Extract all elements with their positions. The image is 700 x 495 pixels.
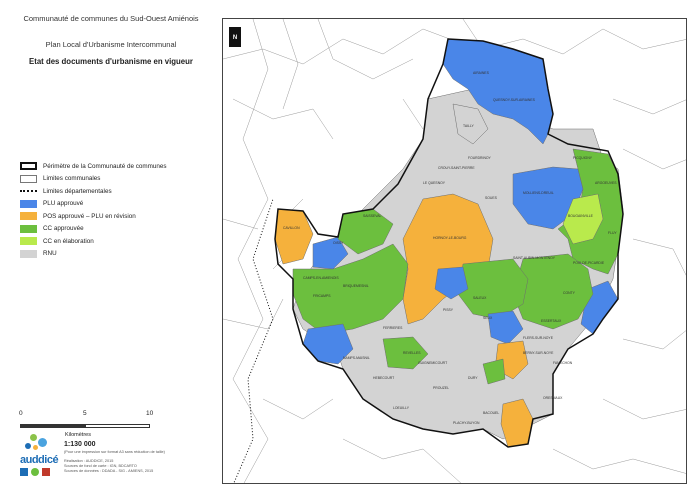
- map-label: BRIQUEMESNIL: [343, 284, 369, 288]
- legend-swatch-cc-elaboration: [20, 237, 37, 245]
- map-label: HEBECOURT: [373, 376, 395, 380]
- plan-title: Plan Local d'Urbanisme Intercommunal: [45, 40, 177, 49]
- map-label: GUIGNEMICOURT: [418, 361, 448, 365]
- left-panel: [0, 0, 222, 495]
- legend-item-perimeter: [20, 160, 220, 172]
- credits: [64, 459, 174, 474]
- map-label: ARGOEUVES: [595, 181, 617, 185]
- north-label: N: [232, 35, 238, 41]
- map-label: OISSY: [333, 241, 344, 245]
- org-title: Communauté de communes du Sud-Ouest Amiénois: [23, 14, 199, 23]
- credit-line: Sources de fond de carte : IGN, BDCARTO: [64, 464, 137, 468]
- map-label: ORESMAUX: [543, 396, 563, 400]
- legend-item-cc-elaboration: [20, 235, 220, 247]
- legend-label: POS approuvé – PLU en révision: [43, 212, 136, 220]
- map-label: FOURDRINOY: [468, 156, 491, 160]
- map-label: CONTY: [563, 291, 575, 295]
- legend-item-plu: [20, 198, 220, 210]
- map-label: FERRIERES: [383, 326, 403, 330]
- map-label: CAMPS-EN-AMIENOIS: [303, 276, 339, 280]
- map-label: TAILLY: [463, 124, 474, 128]
- map-label: LE QUESNOY: [423, 181, 446, 185]
- legend-swatch-departmental-limits: [20, 190, 37, 192]
- legend-swatch-pos: [20, 212, 37, 220]
- map-label: HORNOY-LE-BOURG: [433, 236, 467, 240]
- map-label: AIRAINES: [473, 71, 489, 75]
- map-label: BOUGAINVILLE: [568, 214, 593, 218]
- legend-label: CC approuvée: [43, 225, 84, 232]
- legend-swatch-cc: [20, 225, 37, 233]
- map-label: MOLLIENS-DREUIL: [523, 191, 554, 195]
- legend-swatch-perimeter: [20, 162, 37, 170]
- partner-logo-3: [42, 468, 50, 476]
- scale-unit: Kilomètres: [65, 432, 91, 438]
- legend-label: Limites départementales: [43, 187, 112, 195]
- credit-line: Sources de données : DDADA - SIG - AMIENS, 2015: [64, 469, 154, 473]
- scale-tick: 0: [19, 410, 23, 417]
- legend: [20, 160, 220, 260]
- partner-logo-1: [20, 468, 28, 476]
- map-label: DURY: [468, 376, 478, 380]
- map-label: CAVILLON: [283, 226, 300, 230]
- scale-tick: 10: [146, 410, 154, 417]
- map-subject-title: Etat des documents d'urbanisme en vigueur: [29, 57, 193, 66]
- scale-bar-graphic: [20, 424, 150, 428]
- map-label: ESSERTAUX: [541, 319, 562, 323]
- map-label: PICQUIGNY: [573, 156, 593, 160]
- partner-logo-2: [31, 468, 39, 476]
- legend-item-rnu: [20, 248, 220, 260]
- legend-swatch-rnu: [20, 250, 37, 258]
- map-label: LOEUILLY: [393, 406, 409, 410]
- scale-ratio: 1:130 000: [64, 441, 96, 448]
- legend-label: CC en élaboration: [43, 237, 94, 245]
- map-label: CROUY-SAINT-PIERRE: [438, 166, 475, 170]
- legend-swatch-plu: [20, 200, 37, 208]
- map-label: FRICAMPS: [313, 294, 331, 298]
- legend-label: Limites communales: [43, 175, 101, 182]
- map-label: FAMECHON: [553, 361, 573, 365]
- map-label: SAISSEVAL: [363, 214, 382, 218]
- legend-item-communal-limits: [20, 173, 220, 185]
- map-label: PLACHY-BUYON: [453, 421, 480, 425]
- scale-segment: [21, 425, 86, 427]
- legend-item-departmental-limits: [20, 185, 220, 197]
- map-label: BERNY-SUR-NOYE: [523, 351, 554, 355]
- map-label: REVELLES: [403, 351, 421, 355]
- logo-text: auddicé: [20, 454, 59, 466]
- map-label: BACOUEL: [483, 411, 500, 415]
- legend-item-cc: [20, 223, 220, 235]
- map-label: FLERS-SUR-NOYE: [523, 336, 553, 340]
- map-label: SOUES: [485, 196, 497, 200]
- scale-tick: 5: [83, 410, 87, 417]
- map-label: SEUX: [483, 316, 493, 320]
- map-label: PISSY: [443, 308, 453, 312]
- north-arrow-icon: [229, 27, 241, 47]
- map-frame[interactable]: [222, 18, 687, 484]
- map-label: SAINT-AUBIN-MONTENOY: [513, 256, 556, 260]
- legend-label: RNU: [43, 250, 57, 257]
- credit-line: Réalisation : AUDDICE, 2015: [64, 459, 114, 463]
- scale-ratio-note: (Pour une impression sur format A3 sans réduction de taille): [64, 450, 165, 454]
- map-label: QUESNOY-SUR-AIRAINES: [493, 98, 535, 102]
- legend-label: Périmètre de la Communauté de communes: [43, 162, 167, 170]
- map-label: PROUZEL: [433, 386, 450, 390]
- map-label: SALEUX: [473, 296, 487, 300]
- map-label: NAMPS-MAISNIL: [343, 356, 370, 360]
- map-label: FLUY: [608, 231, 617, 235]
- legend-swatch-communal-limits: [20, 175, 37, 183]
- auddice-logo: [20, 432, 60, 482]
- map-canvas: [223, 19, 687, 484]
- map-label: POIX-DE-PICARDIE: [573, 261, 605, 265]
- legend-item-pos: [20, 210, 220, 222]
- legend-label: PLU approuvé: [43, 200, 84, 207]
